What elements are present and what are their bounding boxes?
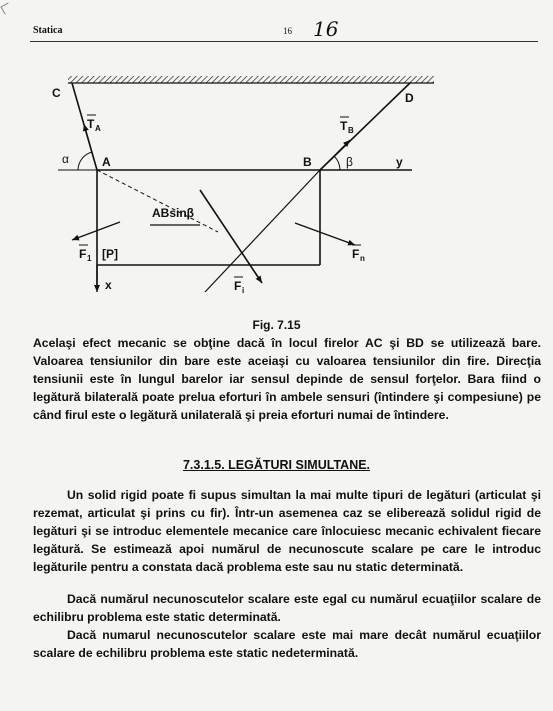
force-f1-arrow bbox=[72, 222, 120, 240]
label-fi bbox=[234, 277, 244, 295]
svg-text:i: i bbox=[242, 286, 245, 295]
label-beta: β bbox=[346, 155, 353, 169]
label-d: D bbox=[405, 91, 414, 105]
svg-text:F: F bbox=[234, 279, 242, 293]
svg-text:B: B bbox=[348, 126, 354, 135]
svg-text:F: F bbox=[79, 247, 87, 261]
svg-text:A: A bbox=[95, 124, 101, 133]
label-y: y bbox=[396, 155, 403, 169]
label-c: C bbox=[52, 86, 61, 100]
running-header-title: Statica bbox=[33, 25, 63, 36]
svg-text:1: 1 bbox=[87, 254, 92, 263]
label-p: [P] bbox=[102, 247, 118, 261]
page-number: 16 bbox=[283, 26, 292, 36]
label-x: x bbox=[105, 278, 112, 292]
svg-text:T: T bbox=[340, 119, 348, 133]
rope-bd-extension bbox=[205, 170, 320, 292]
paragraph-static-indeterminate: Dacă numarul necunoscutelor scalare este mai mare decât numărul ecuaţiilor scalare de echilibru problema este static nedeterminată. bbox=[33, 628, 541, 660]
figure-caption: Fig. 7.15 bbox=[252, 318, 301, 332]
perpendicular-distance-line bbox=[97, 170, 218, 232]
paragraph-static-determinate: Dacă numărul necunoscutelor scalare este egal cu numărul ecuaţiilor scalare de echilibru problema este static determinată. bbox=[33, 592, 541, 624]
label-alpha: α bbox=[62, 152, 69, 166]
label-f1 bbox=[79, 245, 92, 263]
figure-7-15 bbox=[0, 0, 553, 330]
label-b: B bbox=[303, 155, 312, 169]
label-absinb: ABsinβ bbox=[152, 206, 194, 220]
paragraph-bars: Acelaşi efect mecanic se obţine dacă în locul firelor AC şi BD se utilizează bare. Valoarea tensiunilor din bare este aceiaşi cu valoarea tensiunilor din fire. Direcţia tensiunii este în lungul barelor iar sensul depinde de sensul forţelor. Bara fiind o legătură bilaterală poate prelua eforturi în ambele sensuri (întindere şi compesiune) pe când firul este o legătură unilaterală şi preia eforturi numai de întindere. bbox=[33, 336, 541, 422]
label-tb bbox=[340, 117, 354, 135]
force-fn-arrow bbox=[295, 223, 355, 245]
svg-text:n: n bbox=[360, 254, 365, 263]
ceiling-support bbox=[68, 76, 434, 83]
paragraph-simultaneous-links: Un solid rigid poate fi supus simultan la mai multe tipuri de legături (articulat şi rezemat, articulat şi prins cu fir). Într-un asemenea caz se eliberează solidul rigid de legături şi se introduc elementele mecanice care înlocuiesc mecanic echivalent fiecare legătură. Se estimează apoi numărul de necunoscute scalare pe care le introduc legăturile pentru a constata dacă problema este sau nu static determinată. bbox=[33, 488, 541, 574]
force-fi-arrow bbox=[200, 190, 262, 283]
angle-beta-arc bbox=[334, 156, 340, 170]
label-fn bbox=[352, 245, 365, 263]
svg-text:F: F bbox=[352, 247, 360, 261]
section-heading: 7.3.1.5. LEGĂTURI SIMULTANE. bbox=[182, 458, 371, 472]
label-ta bbox=[87, 115, 101, 133]
svg-text:T: T bbox=[87, 117, 95, 131]
label-a: A bbox=[102, 155, 111, 169]
angle-alpha-arc bbox=[78, 152, 92, 170]
handwritten-page-number: 16 bbox=[313, 17, 339, 41]
